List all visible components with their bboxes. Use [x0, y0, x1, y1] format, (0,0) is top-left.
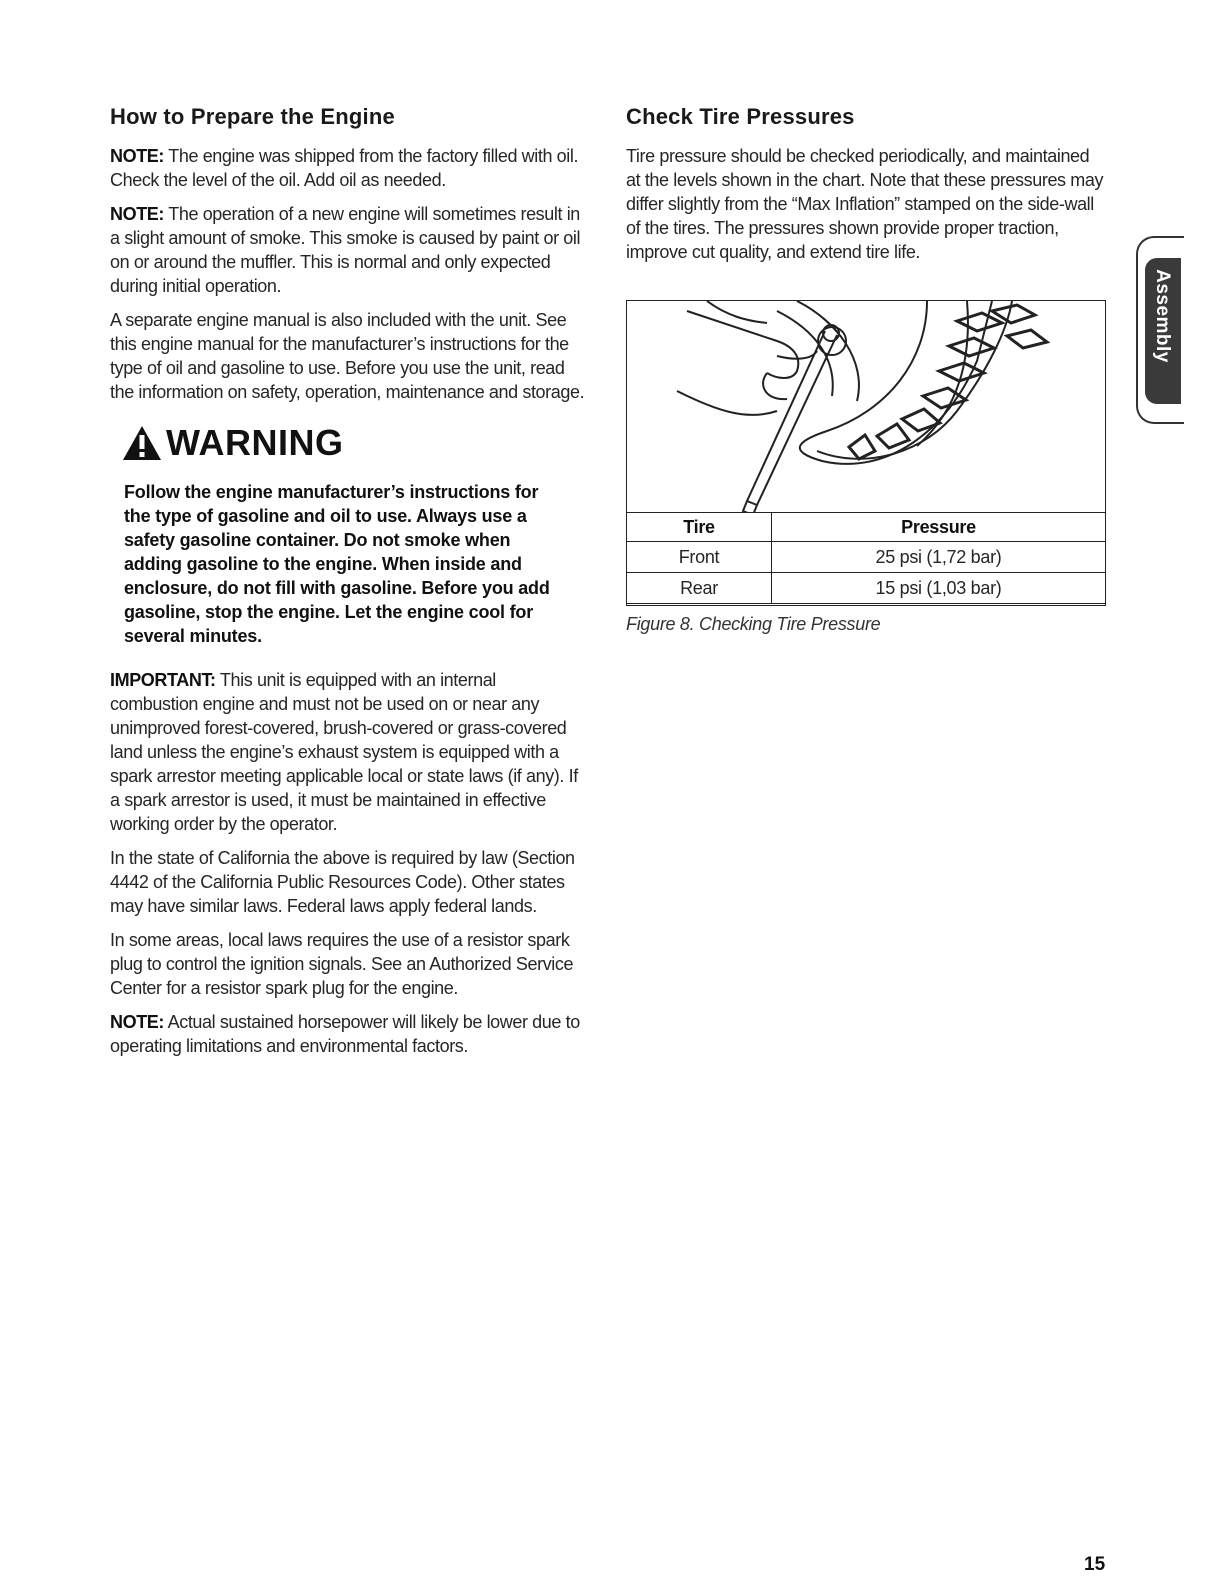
warning-text: Follow the engine manufacturer’s instructions for the type of gasoline and oil to use. Always use a safety gasoline container. Do not smoke when adding gasoline to the engine. When inside and enclosure, do not fill with gasoline. Before you add gasoline, stop the engine. Let the engine cool for several minutes.	[124, 482, 550, 646]
table-cell: 25 psi (1,72 bar)	[772, 542, 1106, 573]
horsepower-note-paragraph	[110, 1010, 586, 1058]
important-paragraph	[110, 668, 586, 836]
left-column	[110, 104, 586, 1068]
page-number: 15	[1084, 1554, 1106, 1575]
horsepower-note-text: Actual sustained horsepower will likely be lower due to operating limitations and environmental factors.	[110, 1012, 580, 1056]
column-header-tire: Tire	[627, 513, 772, 542]
note-oil-text: The engine was shipped from the factory filled with oil. Check the level of the oil. Add oil as needed.	[110, 146, 579, 190]
column-header-pressure: Pressure	[772, 513, 1106, 542]
figure-caption: Figure 8. Checking Tire Pressure	[626, 614, 881, 634]
table-cell: Front	[627, 542, 772, 573]
note-label: NOTE:	[110, 204, 164, 224]
side-tab-label: Assembly	[1152, 269, 1173, 363]
warning-heading	[122, 422, 586, 464]
tire-pressure-paragraph: Tire pressure should be checked periodically, and maintained at the levels shown in the chart. Note that these pressures may differ slightly from the “Max Inflation” stamped on the side-wall of the tires. The pressures shown provide proper traction, improve cut quality, and extend tire life.	[626, 146, 1104, 262]
tire-pressure-table	[626, 512, 1106, 604]
tire-gauge-illustration	[627, 301, 1105, 513]
california-paragraph: In the state of California the above is required by law (Section 4442 of the California Public Resources Code). Other states may have similar laws. Federal laws apply federal lands.	[110, 848, 575, 916]
note-label: NOTE:	[110, 146, 164, 166]
warning-title: WARNING	[166, 422, 344, 463]
section-heading-tire-pressures: Check Tire Pressures	[626, 104, 855, 129]
table-row	[627, 573, 1106, 604]
tire-pressure-figure	[626, 300, 1106, 606]
section-heading-prepare-engine: How to Prepare the Engine	[110, 104, 395, 129]
right-column	[626, 104, 1108, 274]
note-oil-paragraph	[110, 144, 586, 192]
table-row	[627, 542, 1106, 573]
warning-triangle-icon	[122, 425, 162, 461]
note-smoke-text: The operation of a new engine will sometimes result in a slight amount of smoke. This smoke is caused by paint or oil on or around the muffler. This is normal and only expected during initial operation.	[110, 204, 581, 296]
important-label: IMPORTANT:	[110, 670, 216, 690]
note-smoke-paragraph	[110, 202, 586, 298]
table-cell: 15 psi (1,03 bar)	[772, 573, 1106, 604]
table-header-row	[627, 513, 1106, 542]
engine-manual-paragraph: A separate engine manual is also included with the unit. See this engine manual for the manufacturer’s instructions for the type of oil and gasoline to use. Before you use the unit, read the information on safety, operation, maintenance and storage.	[110, 310, 585, 402]
note-label: NOTE:	[110, 1012, 164, 1032]
spark-plug-paragraph: In some areas, local laws requires the use of a resistor spark plug to control the ignition signals. See an Authorized Service Center for a resistor spark plug for the engine.	[110, 930, 574, 998]
table-cell: Rear	[627, 573, 772, 604]
important-text: This unit is equipped with an internal combustion engine and must not be used on or near any unimproved forest-covered, brush-covered or grass-covered land unless the engine’s exhaust system is equipped with a spark arrestor meeting applicable local or state laws (if any). If a spark arrestor is used, it must be maintained in effective working order by the operator.	[110, 670, 578, 834]
